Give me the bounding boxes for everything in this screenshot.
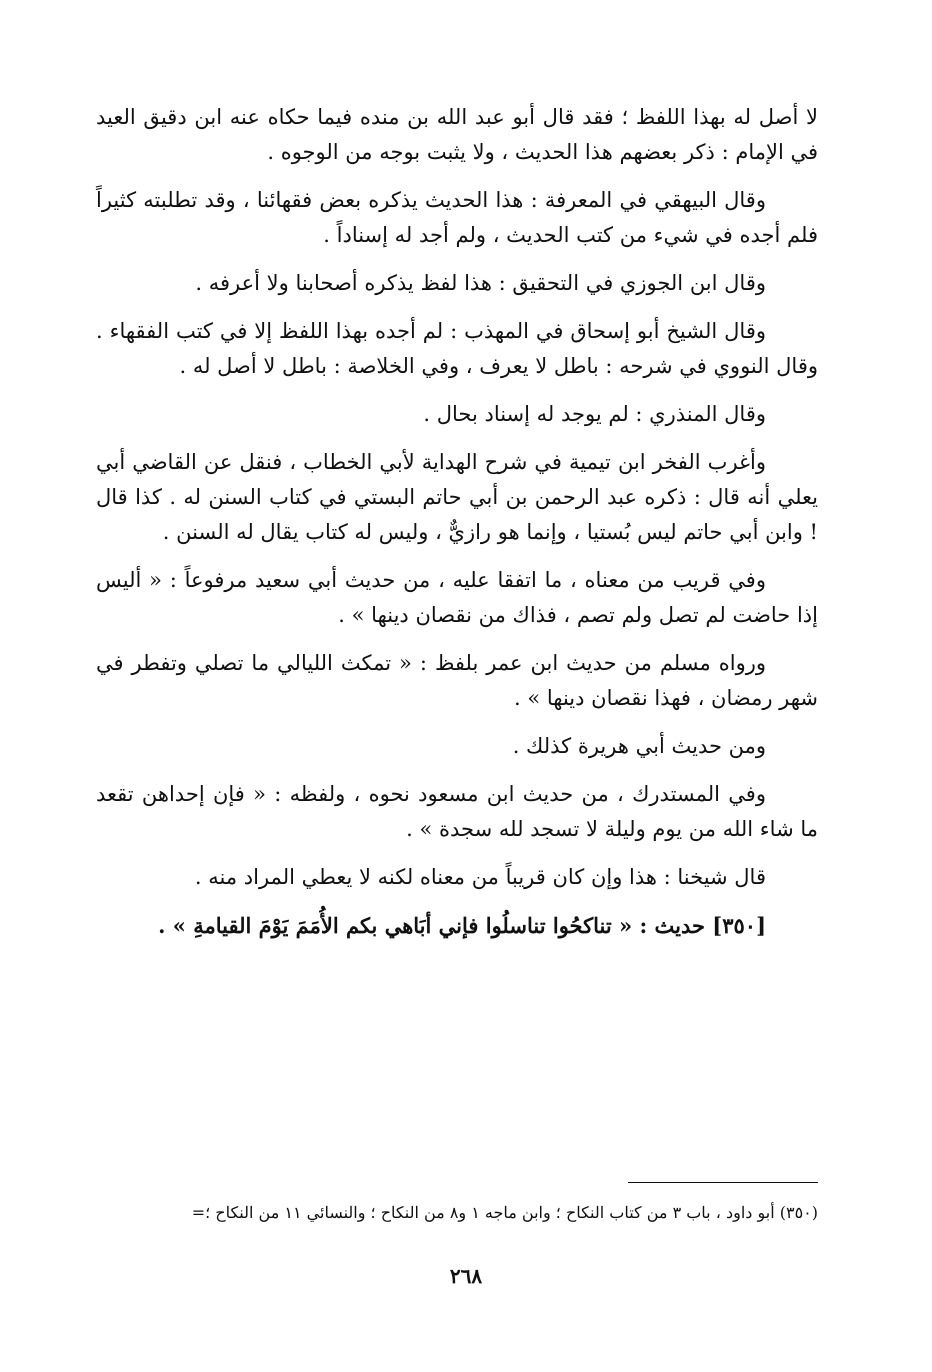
paragraph: لا أصل له بهذا اللفظ ؛ فقد قال أبو عبد الله بن منده فيما حكاه عنه ابن دقيق العيد في الإمام : ذكر بعضهم هذا الحديث ، ولا يثبت بوجه من الوجوه .: [96, 105, 818, 164]
paragraph: وقال البيهقي في المعرفة : هذا الحديث يذكره بعض فقهائنا ، وقد تطلبته كثيراً فلم أجده في شيء من كتب الحديث ، ولم أجد له إسناداً .: [96, 188, 818, 247]
paragraph: ومن حديث أبي هريرة كذلك .: [512, 734, 766, 758]
hadith-heading: [٣٥٠] حديث : « تناكحُوا تناسلُوا فإني أبَاهي بكم الأُمَمَ يَوْمَ القيامةِ » .: [158, 913, 766, 938]
paragraph: وفي قريب من معناه ، ما اتفقا عليه ، من حديث أبي سعيد مرفوعاً : « أليس إذا حاضت لم تصل ولم تصم ، فذاك من نقصان دينها » .: [96, 568, 818, 627]
footnote-divider: [628, 1182, 818, 1183]
paragraph: ورواه مسلم من حديث ابن عمر بلفظ : « تمكث الليالي ما تصلي وتفطر في شهر رمضان ، فهذا نقصان دينها » .: [96, 651, 818, 710]
footnote: (٣٥٠) أبو داود ، باب ٣ من كتاب النكاح ؛ وابن ماجه ١ و٨ من النكاح ؛ والنسائي ١١ من النكاح ؛=: [191, 1203, 818, 1222]
page-number: ٢٦٨: [449, 1264, 483, 1288]
paragraph: وأغرب الفخر ابن تيمية في شرح الهداية لأبي الخطاب ، فنقل عن القاضي أبي يعلي أنه قال : ذكره عبد الرحمن بن أبي حاتم البستي في كتاب السنن له . كذا قال ! وابن أبي حاتم ليس بُستيا ، وإنما هو رازيٌّ ، وليس له كتاب يقال له السنن .: [96, 450, 818, 544]
paragraph: وفي المستدرك ، من حديث ابن مسعود نحوه ، ولفظه : « فإن إحداهن تقعد ما شاء الله من يوم وليلة لا تسجد لله سجدة » .: [96, 782, 818, 841]
paragraph: قال شيخنا : هذا وإن كان قريباً من معناه لكنه لا يعطي المراد منه .: [194, 865, 766, 889]
main-text: [96, 100, 818, 956]
paragraph: وقال ابن الجوزي في التحقيق : هذا لفظ يذكره أصحابنا ولا أعرفه .: [195, 271, 766, 295]
paragraph: وقال المنذري : لم يوجد له إسناد بحال .: [423, 402, 766, 426]
paragraph: وقال الشيخ أبو إسحاق في المهذب : لم أجده بهذا اللفظ إلا في كتب الفقهاء . وقال النووي في شرحه : باطل لا يعرف ، وفي الخلاصة : باطل لا أصل له .: [96, 319, 818, 378]
